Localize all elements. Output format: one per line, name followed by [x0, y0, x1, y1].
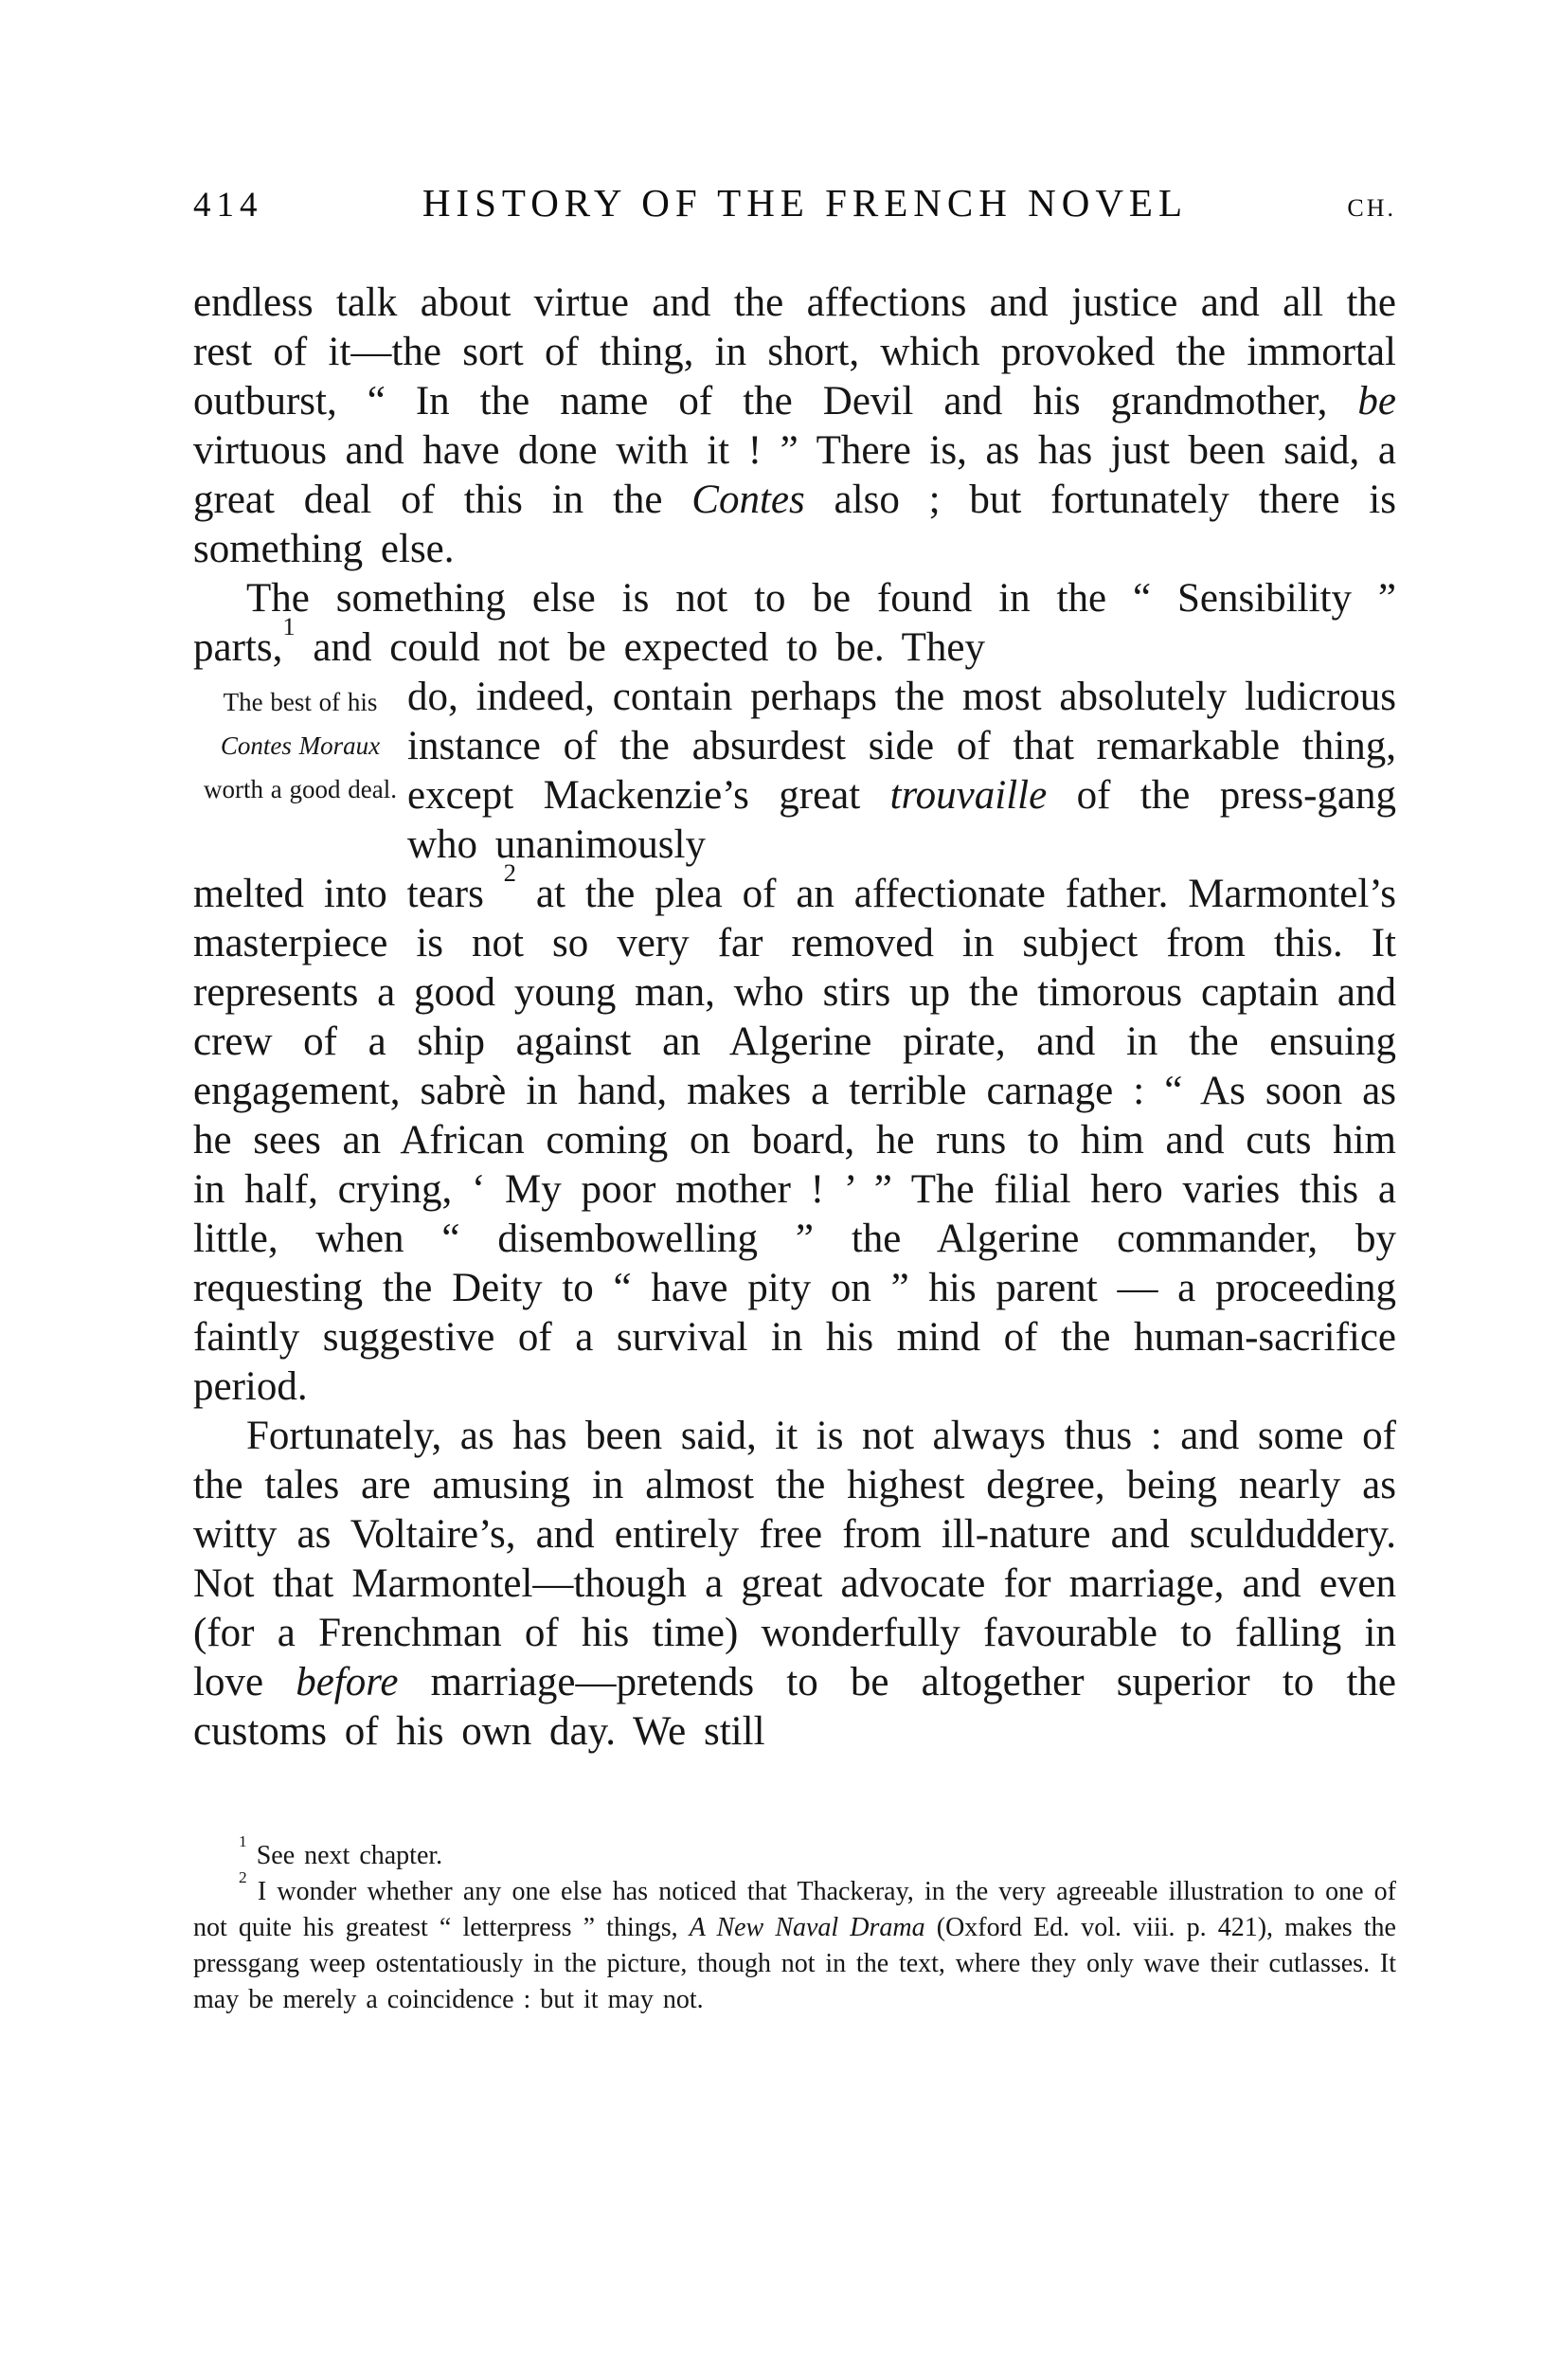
- page-header: [193, 180, 1396, 225]
- footnote-1: [193, 1832, 1396, 1874]
- text-run-italic: A New Naval Drama: [689, 1913, 925, 1942]
- sidenote-row: [193, 673, 1396, 870]
- footnote-ref-1: 1: [282, 612, 296, 641]
- page-number: 414: [193, 186, 263, 225]
- text-run: See next chapter.: [246, 1841, 443, 1870]
- text-run-italic: be: [1357, 379, 1396, 424]
- paragraph-fortunately: [193, 1412, 1396, 1757]
- text-run-italic: trouvaille: [889, 773, 1048, 818]
- text-run: virtuous and have done with it ! ” There is, as has just been said, a great deal of this in the: [193, 428, 1396, 522]
- text-run: The best of his: [223, 688, 378, 716]
- text-run: do, indeed, contain perhaps the most absolutely ludicrous instance of the absurdest side of that remarkable thing, except Mackenzie’s great: [407, 675, 1396, 818]
- chapter-mark: CH.: [1347, 194, 1396, 222]
- text-run-italic: before: [296, 1660, 399, 1704]
- text-run: endless talk about virtue and the affections and justice and all the rest of it—the sort of thing, in short, which provoked the immortal outburst, “ In the name of the Devil and his grandmother,: [193, 280, 1396, 424]
- text-run: and could not be expected to be. They: [295, 625, 985, 670]
- paragraph-marmontel: [193, 858, 1396, 1412]
- text-run: marriage—pretends to be altogether superior to the customs of his own day. We still: [193, 1660, 1396, 1754]
- text-run: melted into tears: [193, 872, 504, 916]
- paragraph-continuation: [193, 279, 1396, 574]
- text-run: I wonder whether any one else has noticed that Thackeray, in the very agreeable illustration to one of not quite his greatest “ letterpress ” things,: [193, 1877, 1396, 1942]
- footnote-2: [193, 1868, 1396, 2018]
- footnote-1-marker: 1: [239, 1832, 247, 1851]
- text-run: worth a good deal.: [204, 775, 397, 803]
- text-run-italic: Contes: [691, 478, 805, 522]
- footnotes-section: [193, 1832, 1396, 2018]
- page-body: [193, 279, 1396, 1757]
- text-run: (Oxford Ed. vol. viii. p. 421), makes the pressgang weep ostentatiously in the picture, though not in the text, where they only wave their cutlasses. It may be merely a coincidence : but it may not.: [193, 1913, 1396, 2014]
- text-run: Fortunately, as has been said, it is not always thus : and some of the tales are amusing in almost the highest degree, being nearly as witty as Voltaire’s, and entirely free from ill-nature and sculduddery. Not that Marmontel—though a great advocate for marriage, and even (for a Frenchman of his time) wonderfully favourable to falling in love: [193, 1414, 1396, 1704]
- sidenote-adjacent-text: [407, 673, 1396, 870]
- text-run: of the press-gang who unanimously: [407, 773, 1396, 867]
- text-run-italic: Contes Moraux: [220, 731, 381, 760]
- paragraph-sidenote-body: [407, 673, 1396, 870]
- running-title: HISTORY OF THE FRENCH NOVEL: [422, 181, 1189, 225]
- paragraph-sensibility: [193, 574, 1396, 673]
- footnote-ref-2: 2: [503, 858, 516, 888]
- footnote-2-marker: 2: [239, 1868, 247, 1887]
- text-run: at the plea of an affectionate father. Marmontel’s masterpiece is not so very far removed in subject from this. It represents a good young man, who stirs up the timorous captain and crew of a ship against an Algerine pirate, and in the ensuing engagement, sabrè in hand, makes a terrible carnage : “ As soon as he sees an African coming on board, he runs to him and cuts him in half, crying, ‘ My poor mother ! ’ ” The filial hero varies this a little, when “ disembowelling ” the Algerine commander, by requesting the Deity to “ have pity on ” his parent — a proceeding faintly suggestive of a survival in his mind of the human-sacrifice period.: [193, 872, 1396, 1409]
- text-run: The something else is not to be found in the “ Sensibility ” parts,: [193, 576, 1396, 670]
- text-run: also ; but fortunately there is something else.: [193, 478, 1396, 571]
- margin-sidenote: [193, 673, 407, 811]
